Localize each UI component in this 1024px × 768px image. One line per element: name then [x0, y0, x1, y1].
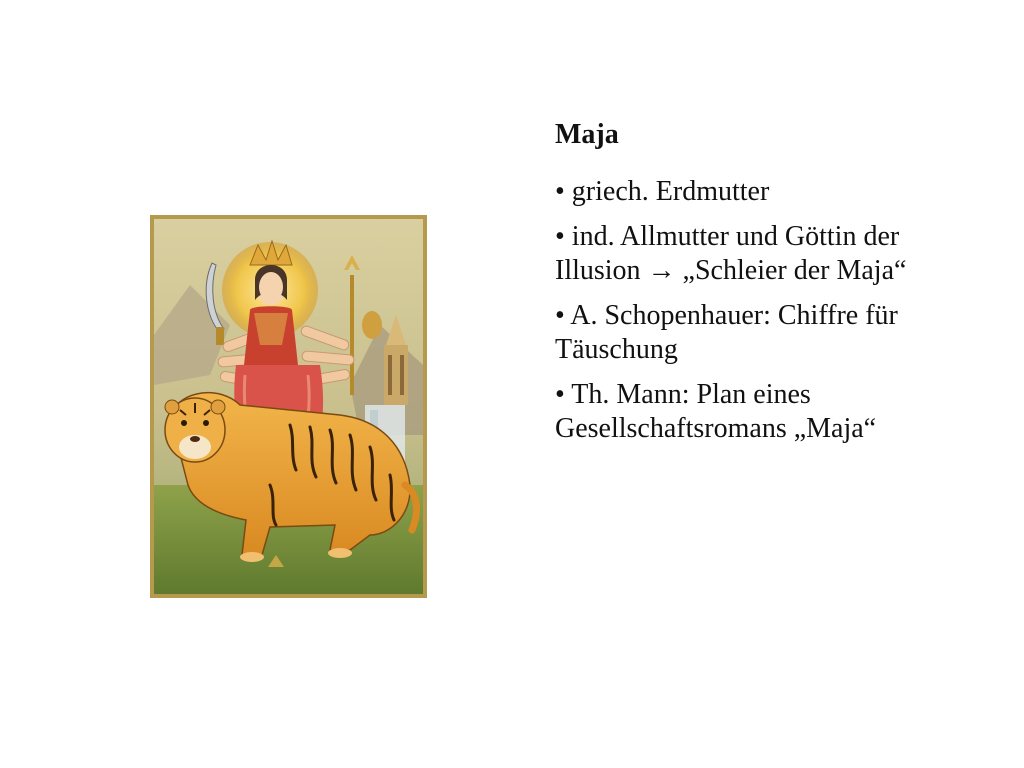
bullet-item: • ind. Allmutter und Göttin der Illusion → „Schleier der Maja“ — [555, 221, 907, 286]
goddess-painting-image — [150, 215, 427, 598]
text-content — [555, 118, 995, 457]
bullet-item: • griech. Erdmutter — [555, 176, 770, 207]
bullet-item: • Th. Mann: Plan eines Gesellschaftsromans „Maja“ — [555, 379, 877, 444]
bullet-item: • A. Schopenhauer: Chiffre für Täuschung — [555, 300, 898, 365]
goddess-painting-illustration — [150, 215, 427, 598]
slide-title: Maja — [555, 119, 619, 150]
